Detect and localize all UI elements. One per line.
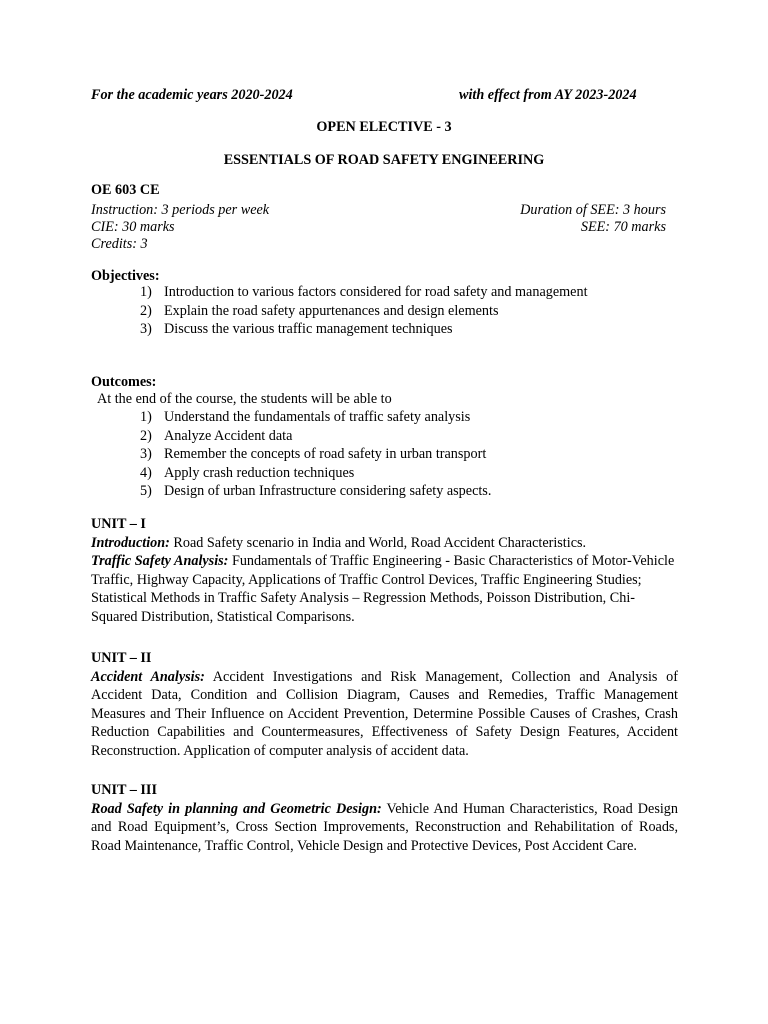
list-item: 1) Understand the fundamentals of traffic safety analysis xyxy=(140,409,471,425)
unit-1-introduction: Introduction: Road Safety scenario in India and World, Road Accident Characteristics. xyxy=(91,534,587,551)
cie-info: CIE: 30 marks xyxy=(91,219,175,235)
course-title: ESSENTIALS OF ROAD SAFETY ENGINEERING xyxy=(223,152,545,168)
header-academic-years: For the academic years 2020-2024 xyxy=(91,87,293,103)
objectives-list xyxy=(140,283,588,339)
see-info: SEE: 70 marks xyxy=(580,219,666,235)
objectives-heading: Objectives: xyxy=(91,268,160,284)
unit-2-section xyxy=(91,649,678,761)
unit-1-heading: UNIT – I xyxy=(91,516,146,532)
header-effect-from: with effect from AY 2023-2024 xyxy=(459,87,637,103)
list-item: 4) Apply crash reduction techniques xyxy=(140,464,355,481)
list-item: 1) Introduction to various factors considered for road safety and management xyxy=(140,284,588,300)
elective-title: OPEN ELECTIVE - 3 xyxy=(316,119,452,135)
unit-1-section xyxy=(91,515,678,627)
outcomes-list xyxy=(140,408,491,501)
unit-1-traffic-safety-analysis: Traffic Safety Analysis: Fundamentals of Traffic Engineering - Basic Characteristics of Motor-Vehicle Traffic, Highway Capacity, Applications of Traffic Control Devices, Traffic Engineering Studies; Statistical Methods in Traffic Safety Analysis – Regression Methods, Poisson Distribution, Chi- Squared Distribution, Statistical Comparisons. xyxy=(91,553,675,625)
instruction-info: Instruction: 3 periods per week xyxy=(91,202,270,218)
list-item: 3) Discuss the various traffic management techniques xyxy=(140,321,453,338)
unit-3-road-safety-planning: Road Safety in planning and Geometric Design: Vehicle And Human Characteristics, Road Design and Road Equipment’s, Cross Section Improvements, Reconstruction and Rehabilitation of Roads, Road Maintenance, Traffic Control, Vehicle Design and Protective Devices, Post Accident Care. xyxy=(91,800,678,854)
unit-2-accident-analysis: Accident Analysis: Accident Investigations and Risk Management, Collection and Analysis of Accident Data, Condition and Collision Diagram, Causes and Remedies, Traffic Management Measures and Their Influence on Accident Prevention, Determine Possible Causes of Crashes, Crash Reduction Capabilities and Countermeasures, Effectiveness of Safety Design Features, Accident Reconstruction. Application of computer analysis of accident data. xyxy=(91,668,678,759)
credits-info: Credits: 3 xyxy=(91,236,148,252)
outcomes-intro: At the end of the course, the students will be able to xyxy=(97,391,392,407)
course-code: OE 603 CE xyxy=(91,182,160,198)
unit-3-section xyxy=(91,781,678,855)
unit-2-heading: UNIT – II xyxy=(91,650,152,666)
duration-info: Duration of SEE: 3 hours xyxy=(520,202,666,218)
outcomes-heading: Outcomes: xyxy=(91,374,157,390)
unit-3-heading: UNIT – III xyxy=(91,782,157,798)
list-item: 5) Design of urban Infrastructure considering safety aspects. xyxy=(140,483,492,500)
list-item: 2) Analyze Accident data xyxy=(140,427,293,444)
list-item: 2) Explain the road safety appurtenances and design elements xyxy=(140,302,499,319)
list-item: 3) Remember the concepts of road safety in urban transport xyxy=(140,446,487,463)
